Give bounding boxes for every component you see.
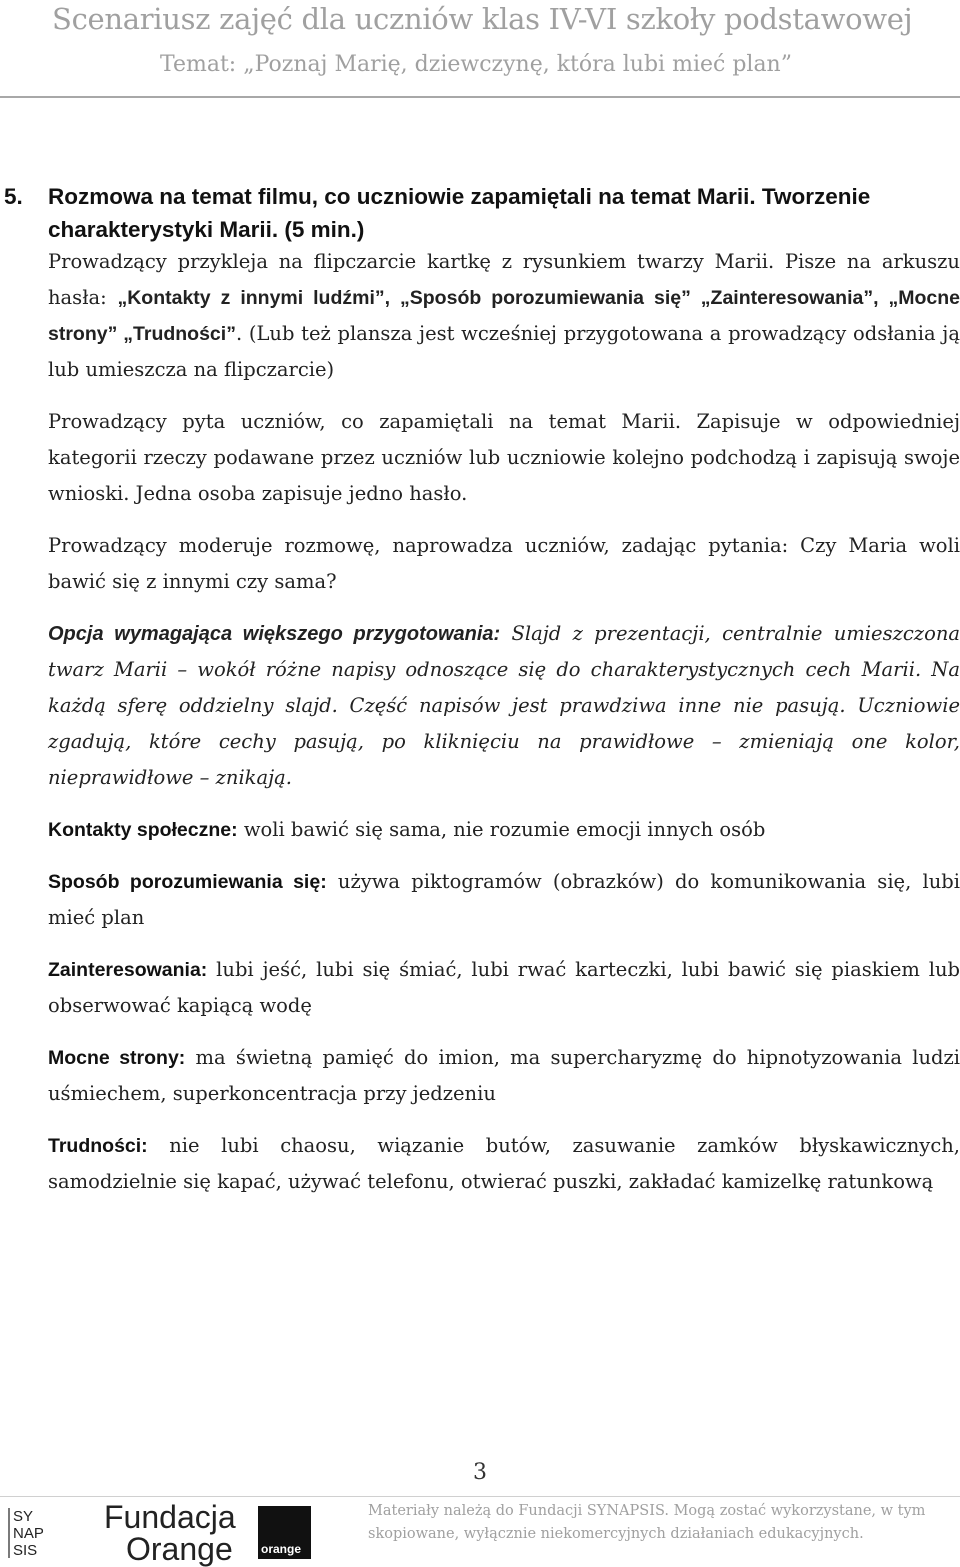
paragraph-questions: Prowadzący pyta uczniów, co zapamiętali na temat Marii. Zapisuje w odpowiedniej kategorii rzeczy podawane przez uczniów lub uczniowie kolejno podchodzą i zapisują swoje wnioski. Jedna osoba zapisuje jedno hasło.: [48, 410, 960, 505]
paragraph-flipchart-start: Prowadzący przykleja na flipczarcie kartkę z rysunkiem twarzy Marii. Pisze na arkuszu hasła:: [48, 250, 960, 309]
category-social-contacts: [48, 812, 960, 848]
paragraph-option: [48, 616, 960, 796]
footer-note: Materiały należą do Fundacji SYNAPSIS. Mogą zostać wykorzystane, w tym skopiowane, wyłącznie niekomercyjnych działaniach edukacyjnych.: [368, 1503, 926, 1542]
paragraph-moderation: Prowadzący moderuje rozmowę, naprowadza uczniów, zadając pytania: Czy Maria woli bawić się z innymi czy sama?: [48, 534, 960, 593]
page-number: 3: [473, 1460, 487, 1485]
category-text: lubi jeść, lubi się śmiać, lubi rwać karteczki, lubi bawić się piaskiem lub obserwować kapiącą wodę: [48, 958, 960, 1017]
fundacja-orange-logo: [104, 1501, 236, 1565]
header-divider: [0, 96, 960, 98]
orange-logo-text: orange: [261, 1542, 302, 1556]
category-strengths: [48, 1040, 960, 1112]
category-text: używa piktogramów (obrazków) do komunikowania się, lubi mieć plan: [48, 870, 960, 929]
category-label: Zainteresowania:: [48, 959, 208, 981]
category-text: woli bawić się sama, nie rozumie emocji innych osób: [237, 818, 766, 841]
orange-logo: [258, 1506, 311, 1559]
svg-text:SY: SY: [13, 1508, 34, 1525]
section-number: 5.: [4, 184, 23, 209]
svg-text:SIS: SIS: [13, 1542, 38, 1559]
paragraph-flipchart: [48, 244, 960, 388]
category-label: Mocne strony:: [48, 1047, 186, 1069]
footer-divider: [0, 1496, 960, 1497]
document-title: Scenariusz zajęć dla uczniów klas IV-VI szkoły podstawowej: [52, 2, 913, 36]
section-heading-text: Rozmowa na temat filmu, co uczniowie zapamiętali na temat Marii. Tworzenie charakterystyki Marii. (5 min.): [48, 184, 871, 242]
document-subtitle: Temat: „Poznaj Marię, dziewczynę, która lubi mieć plan”: [160, 52, 792, 77]
section-heading: [4, 180, 960, 246]
category-text: nie lubi chaosu, wiązanie butów, zasuwanie zamków błyskawicznych, samodzielnie się kapać, używać telefonu, otwierać puszki, zakładać kamizelkę ratunkową: [48, 1134, 960, 1193]
synapsis-logo-mark: [8, 1505, 46, 1561]
category-communication: [48, 864, 960, 936]
document-body: [4, 180, 960, 1216]
option-text: Slajd z prezentacji, centralnie umieszczona twarz Marii – wokół różne napisy odnoszące się do charakterystycznych cech Marii. Na każdą sferę oddzielny slajd. Część napisów jest prawdziwa inne nie pasują. Uczniowie zgadują, które cechy pasują, po kliknięciu na prawidłowe – zmieniają one kolor, nieprawidłowe – znikają.: [48, 622, 960, 789]
synapsis-logo: [8, 1505, 46, 1561]
paragraph-flipchart-end: . (Lub też plansza jest wcześniej przygotowana a prowadzący odsłania ją lub umieszcza na flipczarcie): [48, 322, 960, 381]
fundacja-logo-line2: Orange: [126, 1531, 233, 1567]
category-label: Trudności:: [48, 1135, 148, 1157]
fundacja-logo-line1: Fundacja: [104, 1499, 236, 1535]
category-difficulties: [48, 1128, 960, 1200]
category-label: Kontakty społeczne:: [48, 819, 238, 841]
svg-text:NAP: NAP: [13, 1525, 44, 1542]
category-label: Sposób porozumiewania się:: [48, 871, 327, 893]
category-text: ma świetną pamięć do imion, ma supercharyzmę do hipnotyzowania ludzi uśmiechem, superkoncentracja przy jedzeniu: [48, 1046, 960, 1105]
category-interests: [48, 952, 960, 1024]
option-label: Opcja wymagająca większego przygotowania:: [48, 623, 501, 645]
paragraph-flipchart-keywords: „Kontakty z innymi ludźmi”, „Sposób porozumiewania się” „Zainteresowania”, „Mocne strony” „Trudności”: [48, 287, 960, 345]
